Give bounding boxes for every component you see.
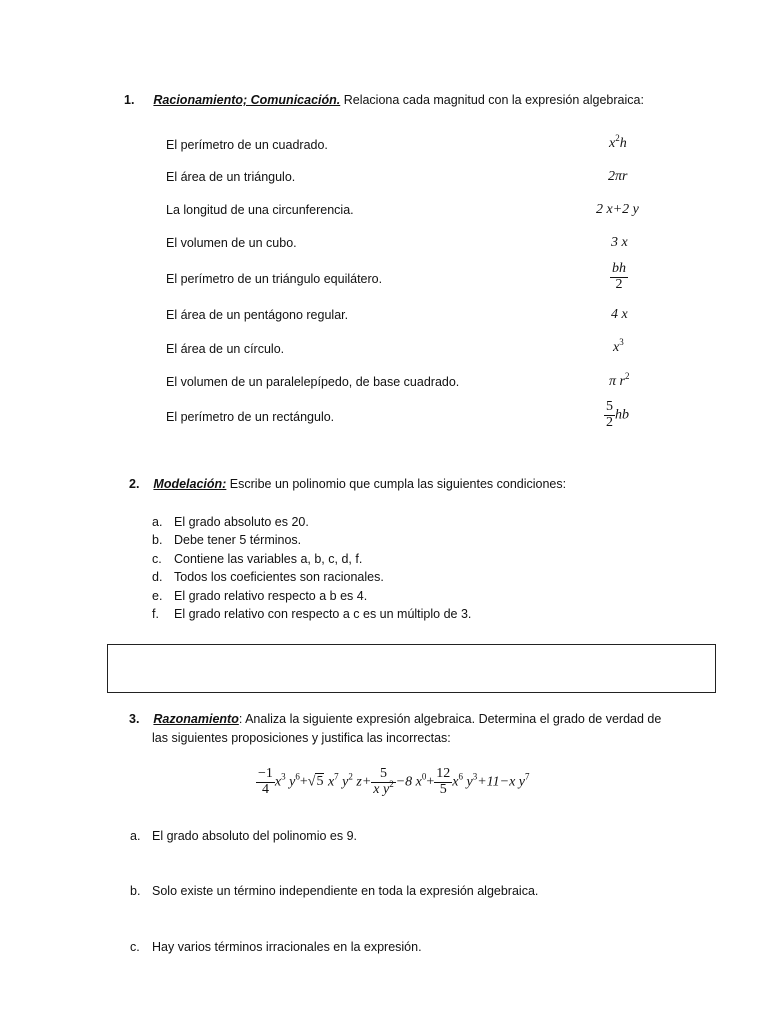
expression-2: 2πr — [608, 169, 628, 184]
magnitude-item: El área de un círculo. — [166, 342, 285, 356]
question-1-title — [124, 93, 644, 107]
magnitude-item: El volumen de un cubo. — [166, 236, 297, 250]
algebraic-expression: $\frac{-1}{4}$ $x^3$ $y^6+√5$ $x^7$ $y^2$ z+ $\frac{5}{x y^2}$ −8 $x^0+$ $\frac{12}{5}$ $x^6$ $y^3+11-x$ $y^7$ — [258, 766, 530, 797]
question-2-number: 2. — [129, 477, 140, 491]
expression-8: π $r^2$ — [609, 371, 630, 389]
question-3-instruction-continued: las siguientes proposiciones y justifica las incorrectas: — [152, 731, 451, 745]
expression-3: 2 x+2 y — [596, 202, 639, 217]
expression-6: 4 x — [611, 307, 628, 322]
question-1-number: 1. — [124, 93, 135, 107]
question-2-heading: Modelación: — [153, 477, 227, 491]
question-3-heading: Razonamiento — [153, 712, 239, 726]
magnitude-item: El perímetro de un rectángulo. — [166, 410, 335, 424]
question-2-title — [129, 477, 566, 491]
condition-item: d. Todos los coeficientes son racionales. — [152, 570, 384, 584]
expression-7: $x^3$ — [613, 337, 624, 355]
question-1-instruction: Relaciona cada magnitud con la expresión algebraica: — [340, 93, 644, 107]
question-2-instruction: Escribe un polinomio que cumpla las siguientes condiciones: — [226, 477, 567, 491]
proposition-item: b. Solo existe un término independiente en toda la expresión algebraica. — [130, 884, 539, 898]
expression-4: 3 x — [611, 235, 628, 250]
condition-item: e. El grado relativo respecto a b es 4. — [152, 589, 368, 603]
question-3-number: 3. — [129, 712, 140, 726]
proposition-item: c. Hay varios términos irracionales en la expresión. — [130, 940, 422, 954]
condition-item: a. El grado absoluto es 20. — [152, 515, 309, 529]
magnitude-item: El área de un pentágono regular. — [166, 308, 349, 322]
condition-item: c. Contiene las variables a, b, c, d, f. — [152, 552, 363, 566]
magnitude-item: El área de un triángulo. — [166, 170, 296, 184]
magnitude-item: El perímetro de un cuadrado. — [166, 138, 328, 152]
question-3-title — [129, 712, 661, 726]
expression-9: $\frac{5}{2}$ hb — [606, 399, 629, 430]
answer-box[interactable] — [107, 644, 716, 693]
proposition-item: a. El grado absoluto del polinomio es 9. — [130, 829, 357, 843]
expression-1: $x^2h$ — [609, 133, 627, 151]
question-3-instruction: : Analiza la siguiente expresión algebraica. Determina el grado de verdad de — [238, 712, 662, 726]
magnitude-item: La longitud de una circunferencia. — [166, 203, 354, 217]
expression-5: $\frac{bh}{2}$ — [612, 261, 626, 292]
magnitude-item: El perímetro de un triángulo equilátero. — [166, 272, 383, 286]
condition-item: f. El grado relativo con respecto a c es un múltiplo de 3. — [152, 607, 472, 621]
condition-item: b. Debe tener 5 términos. — [152, 533, 302, 547]
magnitude-item: El volumen de un paralelepípedo, de base cuadrado. — [166, 375, 460, 389]
question-1-heading: Racionamiento; Comunicación. — [153, 93, 341, 107]
